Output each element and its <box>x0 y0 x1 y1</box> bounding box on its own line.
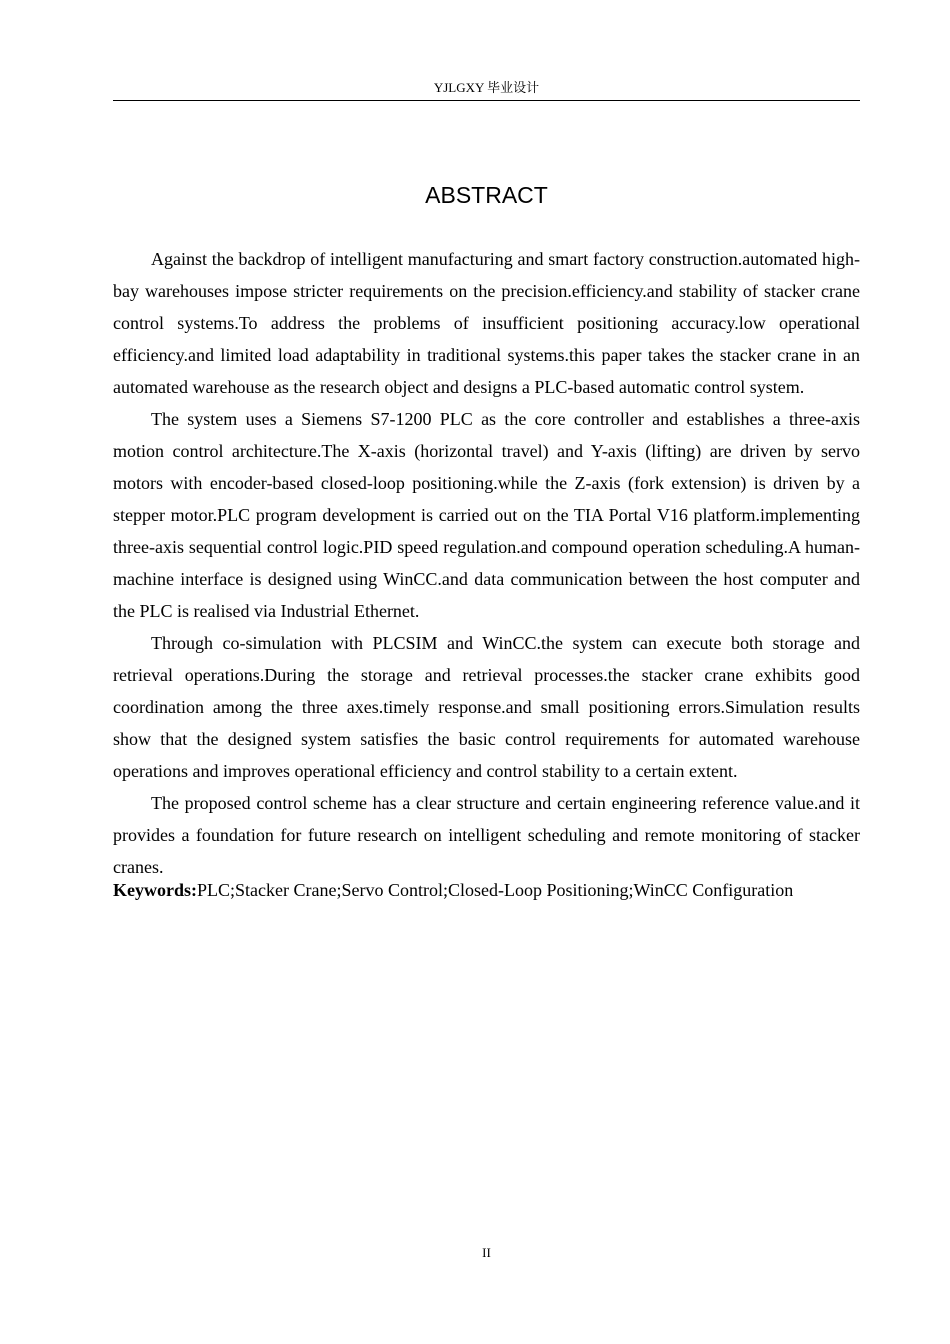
abstract-paragraph-4: The proposed control scheme has a clear structure and certain engineering reference value.and it provides a foundation for future research on intelligent scheduling and remote monitoring of stacker cranes. <box>113 793 860 877</box>
keywords-line <box>113 877 860 903</box>
keywords-label: Keywords: <box>113 880 197 900</box>
abstract-paragraph-1: Against the backdrop of intelligent manufacturing and smart factory construction.automated high-bay warehouses impose stricter requirements on the precision.efficiency.and stability of stacker crane control systems.To address the problems of insufficient positioning accuracy.low operational efficiency.and limited load adaptability in traditional systems.this paper takes the stacker crane in an automated warehouse as the research object and designs a PLC-based automatic control system. <box>113 249 860 397</box>
abstract-paragraph-3: Through co-simulation with PLCSIM and WinCC.the system can execute both storage and retrieval operations.During the storage and retrieval processes.the stacker crane exhibits good coordination among the three axes.timely response.and small positioning errors.Simulation results show that the designed system satisfies the basic control requirements for automated warehouse operations and improves operational efficiency and control stability to a certain extent. <box>113 633 860 781</box>
header-divider <box>113 100 860 101</box>
keywords-value: PLC;Stacker Crane;Servo Control;Closed-Loop Positioning;WinCC Configuration <box>197 880 794 900</box>
page-header: YJLGXY 毕业设计 <box>433 80 540 95</box>
abstract-title: ABSTRACT <box>425 182 548 208</box>
abstract-paragraph-2: The system uses a Siemens S7-1200 PLC as the core controller and establishes a three-axis motion control architecture.The X-axis (horizontal travel) and Y-axis (lifting) are driven by servo motors with encoder-based closed-loop positioning.while the Z-axis (fork extension) is driven by a stepper motor.PLC program development is carried out on the TIA Portal V16 platform.implementing three-axis sequential control logic.PID speed regulation.and compound operation scheduling.A human-machine interface is designed using WinCC.and data communication between the host computer and the PLC is realised via Industrial Ethernet. <box>113 409 860 621</box>
page-number: II <box>482 1245 491 1260</box>
abstract-body <box>113 243 860 903</box>
